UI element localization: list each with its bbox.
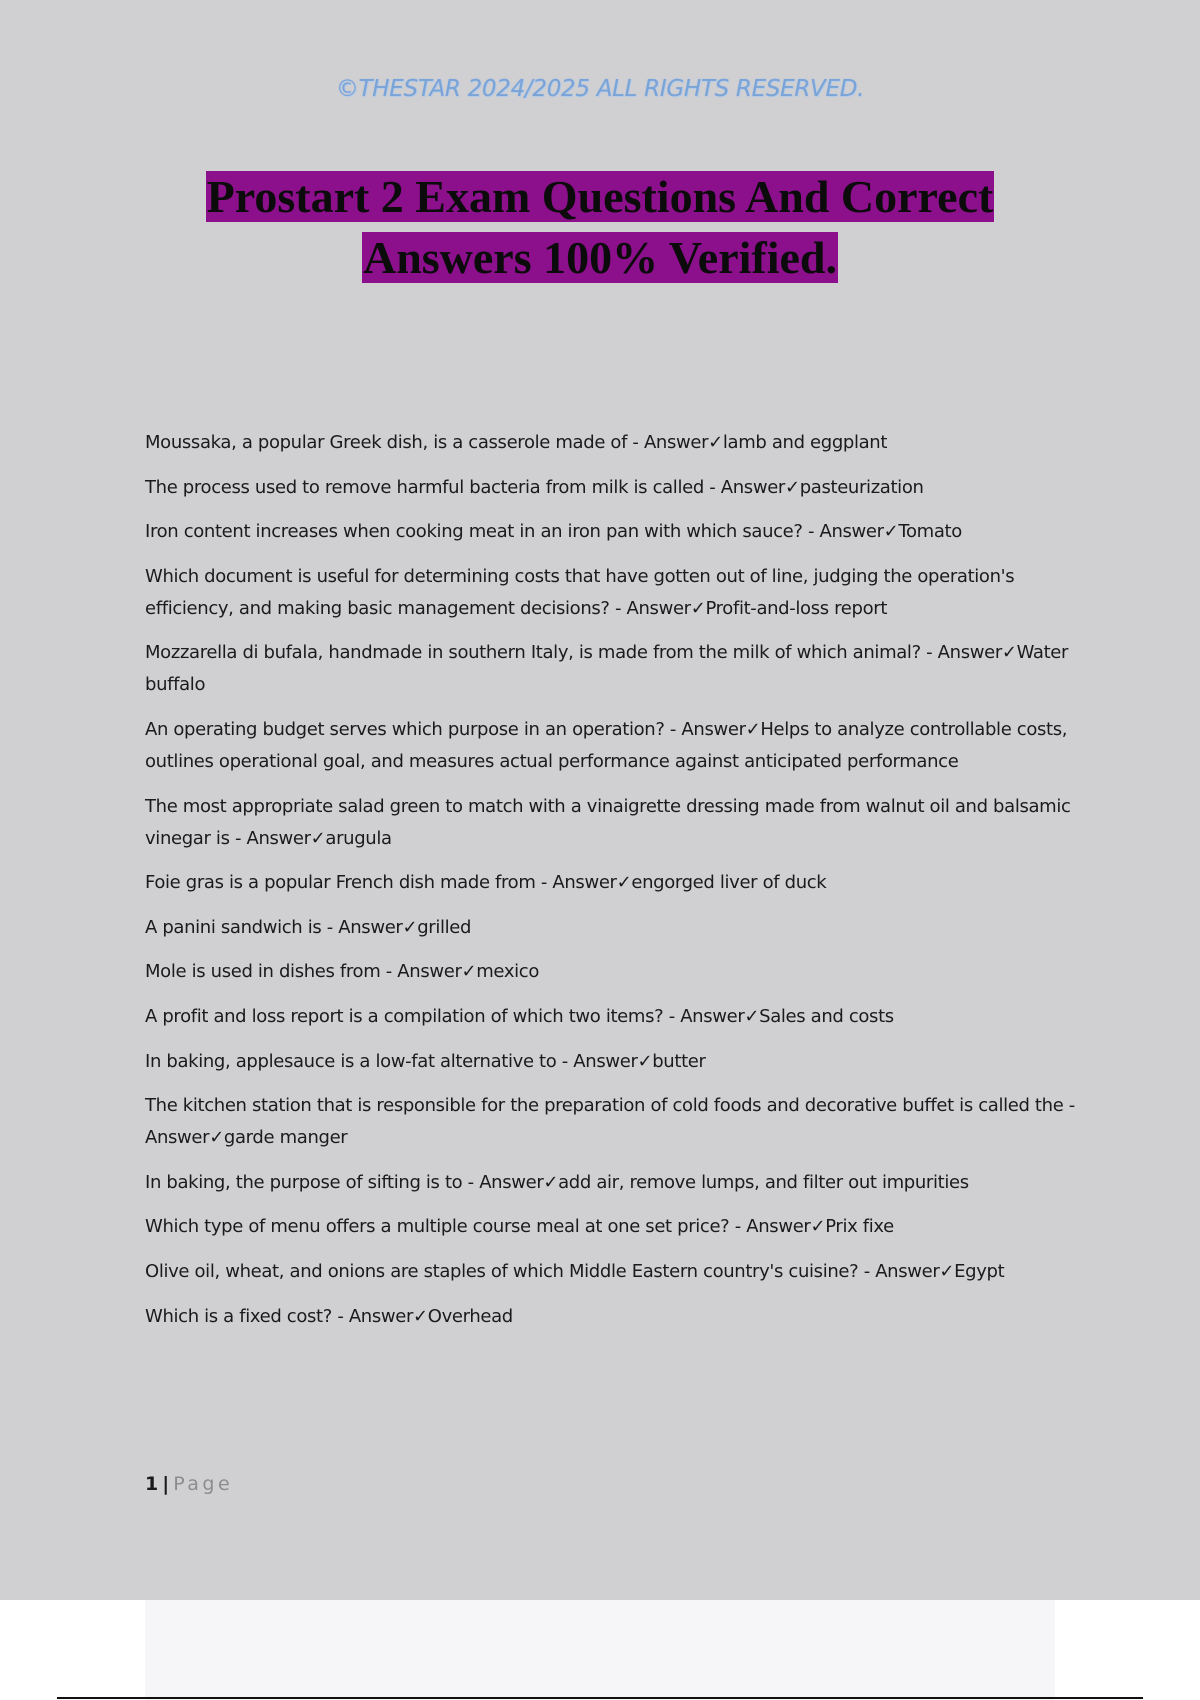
qa-item: A panini sandwich is - Answer✓grilled [145,916,472,938]
qa-item: Olive oil, wheat, and onions are staples of which Middle Eastern country's cuisine? - Answer✓Egypt [145,1260,1005,1282]
qa-item: Foie gras is a popular French dish made from - Answer✓engorged liver of duck [145,872,827,894]
copyright-header: ©THESTAR 2024/2025 ALL RIGHTS RESERVED. [335,76,865,102]
qa-item: The most appropriate salad green to match with a vinaigrette dressing made from walnut oil and balsamic vinegar is - Answer✓arugula [145,795,1071,849]
qa-item: An operating budget serves which purpose in an operation? - Answer✓Helps to analyze controllable costs, outlines operational goal, and measures actual performance against anticipated performance [145,718,1068,772]
qa-item: In baking, the purpose of sifting is to - Answer✓add air, remove lumps, and filter out impurities [145,1171,969,1193]
qa-item: Which is a fixed cost? - Answer✓Overhead [145,1305,513,1327]
qa-item: Which type of menu offers a multiple course meal at one set price? - Answer✓Prix fixe [145,1216,894,1238]
document-title [0,166,1200,288]
qa-item: Iron content increases when cooking meat in an iron pan with which sauce? - Answer✓Tomato [145,521,962,543]
title-line-2: Answers 100% Verified. [362,232,838,283]
qa-item: Mozzarella di bufala, handmade in southern Italy, is made from the milk of which animal? - Answer✓Water buffalo [145,642,1069,696]
next-page-preview [145,1600,1055,1700]
page-number: 1 [145,1473,159,1495]
footer-separator: | [162,1473,170,1495]
qa-item: A profit and loss report is a compilation of which two items? - Answer✓Sales and costs [145,1005,894,1027]
qa-item: Mole is used in dishes from - Answer✓mexico [145,961,539,983]
qa-item: The kitchen station that is responsible for the preparation of cold foods and decorative buffet is called the - Answer✓garde manger [145,1095,1075,1149]
page-footer [145,1473,233,1495]
horizontal-rule [57,1697,1143,1699]
page-label: Page [173,1473,234,1495]
qa-item: Moussaka, a popular Greek dish, is a casserole made of - Answer✓lamb and eggplant [145,432,888,453]
qa-item: In baking, applesauce is a low-fat alternative to - Answer✓butter [145,1050,706,1072]
title-line-1: Prostart 2 Exam Questions And Correct [206,171,994,222]
qa-item: The process used to remove harmful bacteria from milk is called - Answer✓pasteurization [145,476,924,498]
qa-item: Which document is useful for determining costs that have gotten out of line, judging the operation's efficiency, and making basic management decisions? - Answer✓Profit-and-loss report [145,565,1015,619]
question-answer-list [145,427,1075,1345]
